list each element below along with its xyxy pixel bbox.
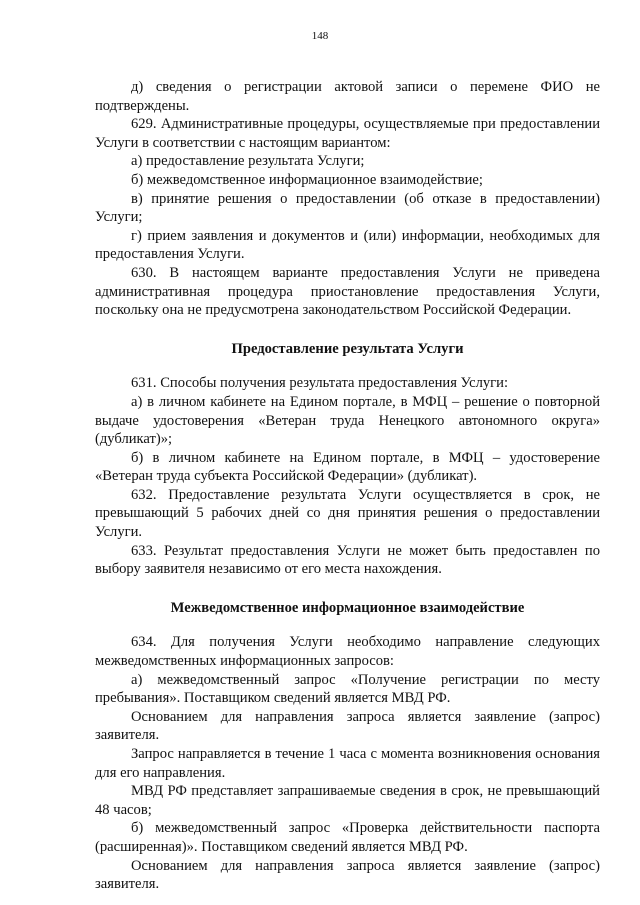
list-item-b: б) межведомственное информационное взаимодействие; bbox=[131, 171, 483, 188]
list-item-631-b: б) в личном кабинете на Едином портале, в МФЦ – удостоверение «Ветеран труда субъекта Российской Федерации» (дубликат). bbox=[95, 449, 600, 485]
section-heading-result: Предоставление результата Услуги bbox=[231, 340, 464, 357]
paragraph-mvd-term: МВД РФ представляет запрашиваемые сведения в срок, не превышающий 48 часов; bbox=[95, 783, 600, 818]
paragraph-basis-1: Основанием для направления запроса является заявление (запрос) заявителя. bbox=[95, 708, 600, 744]
list-item-a: а) предоставление результата Услуги; bbox=[131, 153, 365, 170]
list-item-634-a: а) межведомственный запрос «Получение регистрации по месту пребывания». Поставщиком сведений является МВД РФ. bbox=[95, 671, 600, 707]
list-item-631-a: а) в личном кабинете на Едином портале, в МФЦ – решение о повторной выдаче удостоверения «Ветеран труда Ненецкого автономного округа» (дубликат)»; bbox=[95, 393, 600, 448]
paragraph-d-fio: д) сведения о регистрации актовой записи о перемене ФИО не подтверждены. bbox=[95, 79, 600, 114]
paragraph-633: 633. Результат предоставления Услуги не может быть предоставлен по выбору заявителя независимо от его места нахождения. bbox=[95, 542, 600, 578]
paragraph-629: 629. Административные процедуры, осуществляемые при предоставлении Услуги в соответствии с настоящим вариантом: bbox=[95, 116, 600, 151]
paragraph-630: 630. В настоящем варианте предоставления Услуги не приведена административная процедура приостановление предоставления Услуги, поскольку она не предусмотрена законодательством Российской Федерации. bbox=[95, 264, 600, 319]
section-heading-interagency: Межведомственное информационное взаимодействие bbox=[170, 599, 525, 616]
paragraph-634: 634. Для получения Услуги необходимо направление следующих межведомственных информационных запросов: bbox=[95, 634, 600, 670]
list-item-v: в) принятие решения о предоставлении (об отказе в предоставлении) Услуги; bbox=[95, 190, 600, 226]
list-item-g: г) прием заявления и документов и (или) информации, необходимых для предоставления Услуги. bbox=[95, 227, 600, 263]
paragraph-request-time: Запрос направляется в течение 1 часа с момента возникновения основания для его направления. bbox=[95, 746, 600, 781]
page-number: 148 bbox=[311, 30, 329, 42]
paragraph-631: 631. Способы получения результата предоставления Услуги: bbox=[131, 375, 509, 392]
list-item-634-b: б) межведомственный запрос «Проверка действительности паспорта (расширенная)». Поставщиком сведений является МВД РФ. bbox=[95, 820, 600, 855]
paragraph-632: 632. Предоставление результата Услуги осуществляется в срок, не превышающий 5 рабочих дней со дня принятия решения о предоставлении Услуги. bbox=[95, 486, 600, 541]
document-body bbox=[95, 78, 600, 894]
paragraph-basis-2: Основанием для направления запроса является заявление (запрос) заявителя. bbox=[95, 857, 600, 893]
